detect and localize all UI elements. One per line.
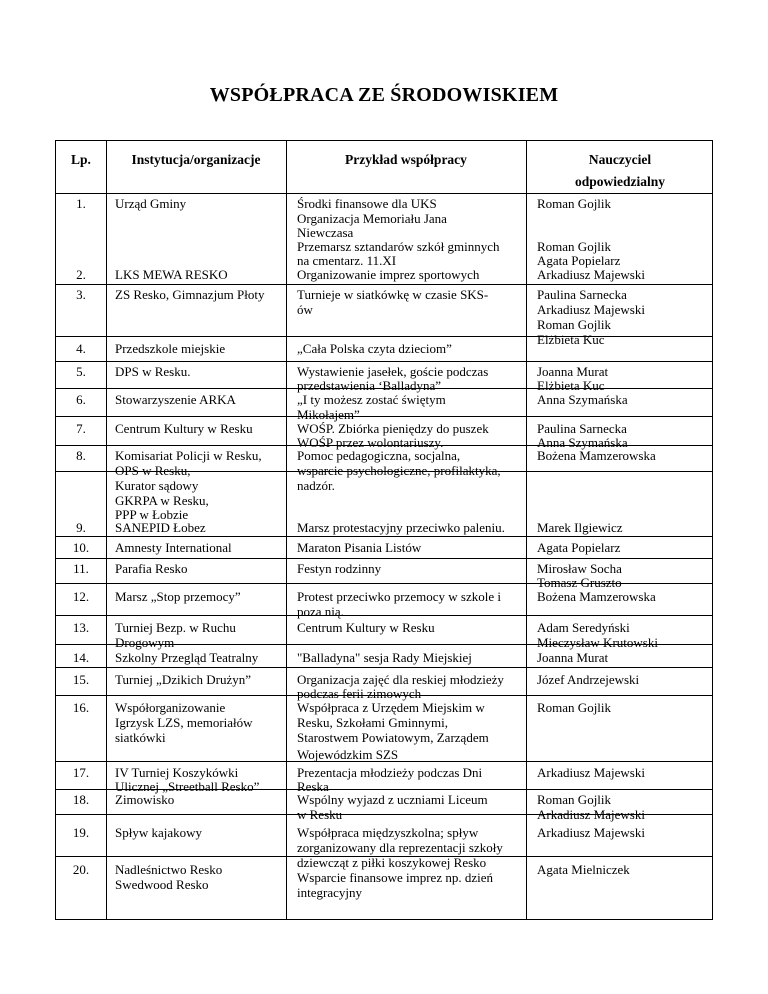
lp-cell: 7. [76, 421, 86, 436]
example-cell: Centrum Kultury w Resku [297, 620, 435, 635]
teacher-cell: Tomasz Gruszto [537, 575, 622, 590]
example-cell: "Balladyna" sesja Rady Miejskiej [297, 650, 472, 665]
example-cell: na cmentarz. 11.XI [297, 253, 397, 268]
teacher-cell: Roman Gojlik [537, 317, 612, 332]
column-divider [286, 141, 287, 919]
example-cell: „Cała Polska czyta dzieciom” [297, 341, 452, 356]
example-cell: Prezentacja młodzieży podczas Dni [297, 765, 483, 780]
example-cell: Organizowanie imprez sportowych [297, 267, 480, 282]
example-cell: „I ty możesz zostać świętym [297, 392, 446, 407]
example-cell: Maraton Pisania Listów [297, 540, 422, 555]
lp-cell: 4. [76, 341, 86, 356]
example-cell: podczas ferii zimowych [297, 686, 422, 701]
example-cell: WOŚP. Zbiórka pieniędzy do puszek [297, 421, 489, 436]
example-cell: Pomoc pedagogiczna, socjalna, [297, 448, 461, 463]
institution-cell: Igrzysk LZS, memoriałów [115, 715, 253, 730]
lp-cell: 13. [72, 620, 90, 635]
teacher-cell: Arkadiusz Majewski [537, 825, 645, 840]
institution-cell: Nadleśnictwo Resko [115, 862, 223, 877]
institution-cell: Przedszkole miejskie [115, 341, 226, 356]
example-cell: Starostwem Powiatowym, Zarządem [297, 730, 489, 745]
example-cell: Resku, Szkołami Gminnymi, [297, 715, 448, 730]
lp-cell: 20. [72, 862, 90, 877]
example-cell: dziewcząt z piłki koszykowej Resko [297, 855, 487, 870]
example-cell: nadzór. [297, 478, 335, 493]
row-divider [56, 284, 712, 285]
header-teacher-2: odpowiedzialny [574, 174, 666, 189]
lp-cell: 1. [76, 196, 86, 211]
institution-cell: Centrum Kultury w Resku [115, 421, 253, 436]
example-cell: przedstawienia ‘Balladyna” [297, 378, 442, 393]
row-divider [56, 667, 712, 668]
teacher-cell: Joanna Murat [537, 650, 609, 665]
teacher-cell: Agata Popielarz [537, 540, 621, 555]
institution-cell: Swedwood Resko [115, 877, 209, 892]
row-divider [56, 361, 712, 362]
lp-cell: 15. [72, 672, 90, 687]
example-cell: WOŚP przez wolontariuszy. [297, 435, 444, 450]
lp-cell: 16. [72, 700, 90, 715]
teacher-cell: Anna Szymańska [537, 392, 628, 407]
header-teacher-1: Nauczyciel [588, 152, 652, 167]
institution-cell: DPS w Resku. [115, 364, 191, 379]
example-cell: poza nią. [297, 604, 344, 619]
header-institution: Instytucja/organizacje [131, 152, 261, 167]
example-cell: Wsparcie finansowe imprez np. dzień [297, 870, 494, 885]
lp-cell: 3. [76, 287, 86, 302]
institution-cell: Urząd Gminy [115, 196, 187, 211]
example-cell: Niewczasa [297, 225, 354, 240]
row-divider [56, 336, 712, 337]
lp-cell: 12. [72, 589, 90, 604]
institution-cell: Współorganizowanie [115, 700, 226, 715]
column-divider [526, 141, 527, 919]
example-cell: Mikołajem” [297, 407, 360, 422]
example-cell: Marsz protestacyjny przeciwko paleniu. [297, 520, 505, 535]
example-cell: Przemarsz sztandarów szkół gminnych [297, 239, 500, 254]
lp-cell: 9. [76, 520, 86, 535]
institution-cell: Turniej „Dzikich Drużyn” [115, 672, 251, 687]
document-title: WSPÓŁPRACA ZE ŚRODOWISKIEM [209, 84, 559, 106]
teacher-cell: Agata Popielarz [537, 253, 621, 268]
example-cell: Wystawienie jasełek, goście podczas [297, 364, 489, 379]
example-cell: ów [297, 302, 313, 317]
teacher-cell: Paulina Sarnecka [537, 421, 627, 436]
example-cell: Organizacja zajęć dla reskiej młodzieży [297, 672, 504, 687]
cooperation-table [55, 140, 713, 920]
teacher-cell: Arkadiusz Majewski [537, 267, 645, 282]
teacher-cell: Roman Gojlik [537, 239, 612, 254]
teacher-cell: Adam Seredyński [537, 620, 630, 635]
lp-cell: 2. [76, 267, 86, 282]
institution-cell: Kurator sądowy [115, 478, 199, 493]
institution-cell: Zimowisko [115, 792, 175, 807]
institution-cell: Marsz „Stop przemocy” [115, 589, 241, 604]
example-cell: Współpraca z Urzędem Miejskim w [297, 700, 485, 715]
row-divider [56, 193, 712, 194]
row-divider [56, 536, 712, 537]
example-cell: Reska [297, 779, 329, 794]
teacher-cell: Marek Ilgiewicz [537, 520, 623, 535]
example-cell: Wojewódzkim SZS [297, 747, 399, 762]
example-cell: integracyjny [297, 885, 362, 900]
lp-cell: 17. [72, 765, 90, 780]
teacher-cell: Roman Gojlik [537, 196, 612, 211]
example-cell: Środki finansowe dla UKS [297, 196, 437, 211]
institution-cell: IV Turniej Koszykówki [115, 765, 239, 780]
institution-cell: LKS MEWA RESKO [115, 267, 228, 282]
teacher-cell: Elżbieta Kuc [537, 332, 605, 347]
teacher-cell: Roman Gojlik [537, 792, 612, 807]
example-cell: Protest przeciwko przemocy w szkole i [297, 589, 501, 604]
lp-cell: 11. [73, 561, 89, 576]
example-cell: wsparcie psychologiczne, profilaktyka, [297, 463, 501, 478]
lp-cell: 5. [76, 364, 86, 379]
row-divider [56, 558, 712, 559]
lp-cell: 10. [72, 540, 90, 555]
teacher-cell: Mirosław Socha [537, 561, 622, 576]
institution-cell: Komisariat Policji w Resku, [115, 448, 262, 463]
example-cell: w Resku [297, 807, 343, 822]
example-cell: Festyn rodzinny [297, 561, 382, 576]
institution-cell: Stowarzyszenie ARKA [115, 392, 236, 407]
lp-cell: 18. [72, 792, 90, 807]
teacher-cell: Józef Andrzejewski [537, 672, 640, 687]
teacher-cell: Roman Gojlik [537, 700, 612, 715]
example-cell: Wspólny wyjazd z uczniami Liceum [297, 792, 488, 807]
institution-cell: Parafia Resko [115, 561, 188, 576]
teacher-cell: Arkadiusz Majewski [537, 765, 645, 780]
row-divider [56, 416, 712, 417]
example-cell: Organizacja Memoriału Jana [297, 211, 447, 226]
institution-cell: Amnesty International [115, 540, 232, 555]
institution-cell: Szkolny Przegląd Teatralny [115, 650, 259, 665]
lp-cell: 14. [72, 650, 90, 665]
institution-cell: Spływ kajakowy [115, 825, 203, 840]
lp-cell: 19. [72, 825, 90, 840]
column-divider [106, 141, 107, 919]
institution-cell: Ulicznej „Streetball Resko” [115, 779, 260, 794]
teacher-cell: Arkadiusz Majewski [537, 302, 645, 317]
institution-cell: PPP w Łobzie [115, 507, 189, 522]
teacher-cell: Mieczysław Krutowski [537, 635, 658, 650]
row-divider [56, 615, 712, 616]
teacher-cell: Agata Mielniczek [537, 862, 630, 877]
institution-cell: OPS w Resku, [115, 463, 191, 478]
teacher-cell: Bożena Mamzerowska [537, 589, 656, 604]
teacher-cell: Anna Szymańska [537, 435, 628, 450]
example-cell: zorganizowany dla reprezentacji szkoły [297, 840, 503, 855]
teacher-cell: Elżbieta Kuc [537, 378, 605, 393]
institution-cell: siatkówki [115, 730, 166, 745]
institution-cell: GKRPA w Resku, [115, 493, 209, 508]
institution-cell: Turniej Bezp. w Ruchu [115, 620, 236, 635]
lp-cell: 6. [76, 392, 86, 407]
institution-cell: ZS Resko, Gimnazjum Płoty [115, 287, 265, 302]
example-cell: Turnieje w siatkówkę w czasie SKS- [297, 287, 489, 302]
teacher-cell: Joanna Murat [537, 364, 609, 379]
lp-cell: 8. [76, 448, 86, 463]
institution-cell: Drogowym [115, 635, 175, 650]
teacher-cell: Arkadiusz Majewski [537, 807, 645, 822]
header-lp: Lp. [71, 152, 91, 167]
teacher-cell: Bożena Mamzerowska [537, 448, 656, 463]
teacher-cell: Paulina Sarnecka [537, 287, 627, 302]
example-cell: Współpraca międzyszkolna; spływ [297, 825, 479, 840]
header-example: Przykład współpracy [345, 152, 467, 167]
institution-cell: SANEPID Łobez [115, 520, 206, 535]
